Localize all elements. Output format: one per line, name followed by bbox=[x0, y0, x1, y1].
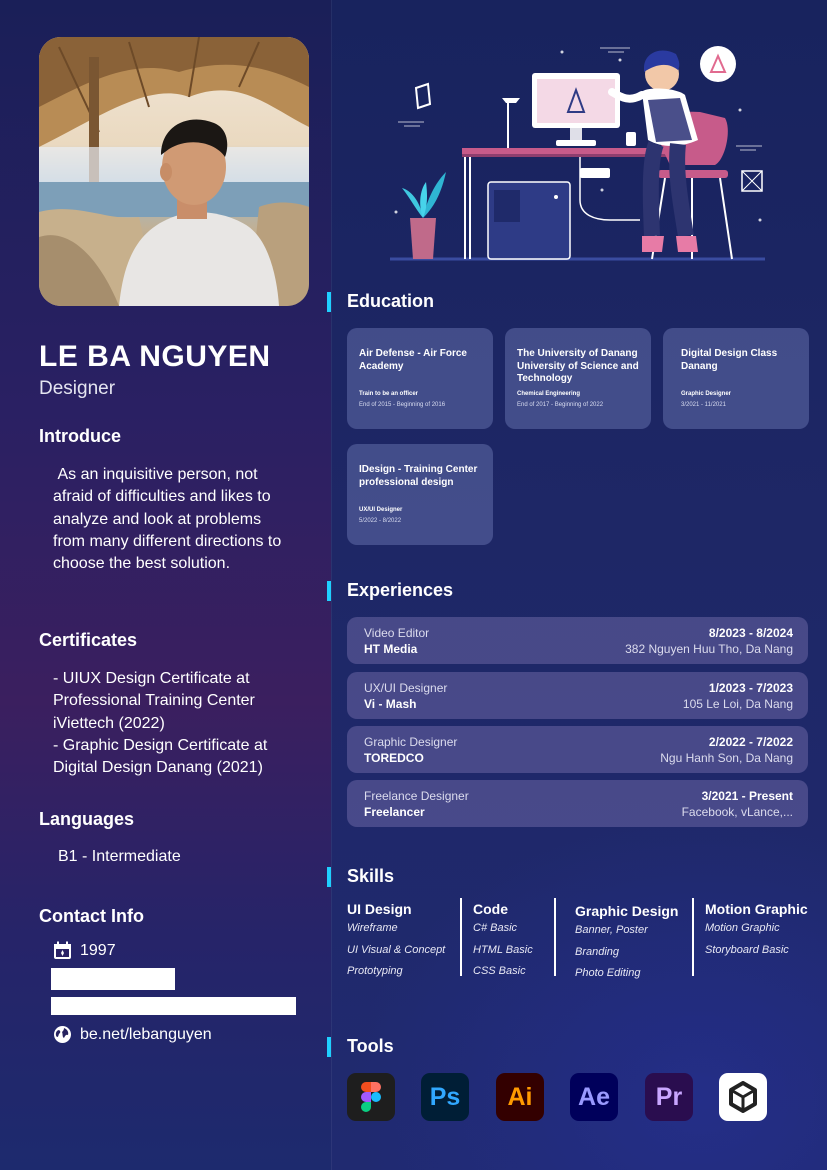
person-name: LE BA NGUYEN bbox=[39, 340, 271, 373]
education-period: 3/2021 - 11/2021 bbox=[681, 402, 726, 408]
contact-birth-year bbox=[53, 941, 116, 960]
after-effects-icon bbox=[570, 1073, 618, 1121]
skill-item: Photo Editing bbox=[575, 967, 641, 979]
skill-group bbox=[347, 901, 445, 987]
premiere-label: Pr bbox=[655, 1082, 683, 1111]
skill-item: Storyboard Basic bbox=[705, 943, 789, 956]
birth-year: 1997 bbox=[80, 941, 116, 959]
tools-heading: Tools bbox=[347, 1036, 394, 1056]
introduce-text: As an inquisitive person, not afraid of difficulties and likes to analyze and look at problems from many different directions to choose the best solution. bbox=[53, 466, 286, 573]
tools-section-header bbox=[327, 1036, 394, 1057]
illustrator-label: Ai bbox=[507, 1082, 533, 1111]
education-major: UX/UI Designer bbox=[359, 507, 403, 513]
experience-period: 8/2023 - 8/2024 bbox=[708, 626, 793, 640]
skill-item: Banner, Poster bbox=[575, 924, 648, 936]
skill-item: Prototyping bbox=[347, 965, 403, 977]
skill-item: Motion Graphic bbox=[705, 922, 780, 934]
experience-period: 3/2021 - Present bbox=[701, 789, 793, 803]
after-effects-label: Ae bbox=[578, 1082, 610, 1111]
education-period: End of 2017 - Beginning of 2022 bbox=[517, 402, 604, 408]
education-school: Digital Design Class Danang bbox=[681, 348, 778, 372]
skill-item: UI Visual & Concept bbox=[347, 943, 446, 956]
experience-company: HT Media bbox=[364, 642, 418, 656]
experience-position: UX/UI Designer bbox=[364, 681, 448, 695]
skill-group-title: Code bbox=[473, 901, 508, 917]
education-school: IDesign - Training Center professional design bbox=[359, 464, 478, 488]
education-school: Air Defense - Air Force Academy bbox=[359, 348, 467, 372]
accent-bar bbox=[327, 581, 331, 601]
redacted-email bbox=[51, 997, 296, 1015]
experience-company: Freelancer bbox=[364, 805, 425, 819]
education-card bbox=[347, 328, 493, 429]
experience-position: Freelance Designer bbox=[364, 789, 469, 803]
experience-location: 105 Le Loi, Da Nang bbox=[682, 697, 793, 711]
experience-row bbox=[347, 617, 808, 664]
certificates-list bbox=[53, 668, 293, 779]
experience-row bbox=[347, 672, 808, 719]
experience-row bbox=[347, 726, 808, 773]
skill-separator bbox=[460, 898, 462, 976]
skills-heading: Skills bbox=[347, 866, 395, 886]
person-role: Designer bbox=[39, 378, 116, 399]
languages-heading: Languages bbox=[39, 809, 135, 829]
unity-icon bbox=[719, 1073, 767, 1121]
photoshop-label: Ps bbox=[429, 1082, 461, 1111]
education-major: Graphic Designer bbox=[681, 391, 732, 397]
accent-bar bbox=[327, 867, 331, 887]
experience-company: TOREDCO bbox=[364, 751, 424, 765]
language-level: B1 - Intermediate bbox=[58, 848, 181, 865]
experience-location: 382 Nguyen Huu Tho, Da Nang bbox=[625, 642, 793, 656]
certificates-heading: Certificates bbox=[39, 630, 138, 650]
photoshop-icon bbox=[421, 1073, 469, 1121]
experience-location: Ngu Hanh Son, Da Nang bbox=[660, 751, 793, 765]
contact-website[interactable] bbox=[53, 1025, 212, 1044]
education-major: Train to be an officer bbox=[359, 391, 419, 397]
experience-period: 2/2022 - 7/2022 bbox=[708, 735, 793, 749]
skill-item: C# Basic bbox=[473, 922, 518, 934]
skills-section-header bbox=[327, 866, 394, 887]
introduce-heading: Introduce bbox=[39, 426, 122, 446]
skill-separator bbox=[554, 898, 556, 976]
education-period: End of 2015 - Beginning of 2016 bbox=[359, 402, 446, 408]
education-major: Chemical Engineering bbox=[517, 391, 581, 397]
experience-location: Facebook, vLance,... bbox=[681, 805, 793, 819]
certificate-item: - UIUX Design Certificate at Professional Training Center iViettech (2022) bbox=[53, 670, 255, 732]
skill-group-title: UI Design bbox=[347, 901, 412, 917]
skill-group bbox=[705, 901, 808, 965]
figma-icon bbox=[347, 1073, 395, 1121]
education-card bbox=[347, 444, 493, 545]
redacted-phone bbox=[51, 968, 175, 990]
skill-group-title: Graphic Design bbox=[575, 903, 679, 919]
education-heading: Education bbox=[347, 291, 435, 311]
skill-separator bbox=[692, 898, 694, 976]
contact-heading: Contact Info bbox=[39, 906, 144, 926]
skill-item: Wireframe bbox=[347, 922, 398, 934]
education-card bbox=[663, 328, 809, 429]
designer-desk-illustration bbox=[380, 40, 780, 265]
education-card bbox=[505, 328, 651, 429]
skill-item: HTML Basic bbox=[473, 943, 533, 956]
accent-bar bbox=[327, 1037, 331, 1057]
experiences-section-header bbox=[327, 580, 453, 601]
accent-bar bbox=[327, 292, 331, 312]
experience-company: Vi - Mash bbox=[364, 697, 417, 711]
skill-group-title: Motion Graphic bbox=[705, 901, 808, 917]
globe-icon bbox=[53, 1025, 72, 1044]
calendar-icon bbox=[53, 941, 72, 960]
experience-period: 1/2023 - 7/2023 bbox=[708, 681, 793, 695]
skill-group bbox=[473, 901, 533, 987]
certificate-item: - Graphic Design Certificate at Digital Design Danang (2021) bbox=[53, 736, 268, 777]
education-period: 5/2022 - 8/2022 bbox=[359, 518, 402, 524]
illustrator-icon bbox=[496, 1073, 544, 1121]
experience-position: Video Editor bbox=[364, 626, 430, 640]
skill-item: Branding bbox=[575, 945, 620, 958]
profile-photo bbox=[39, 37, 309, 306]
experiences-heading: Experiences bbox=[347, 580, 454, 600]
website-link[interactable]: be.net/lebanguyen bbox=[80, 1025, 212, 1043]
experience-position: Graphic Designer bbox=[364, 735, 458, 749]
education-section-header bbox=[327, 291, 434, 312]
skill-group bbox=[575, 903, 678, 989]
experience-row bbox=[347, 780, 808, 827]
skill-item: CSS Basic bbox=[473, 965, 526, 977]
education-school: The University of Danang University of Science and Technology bbox=[517, 348, 639, 385]
premiere-icon bbox=[645, 1073, 693, 1121]
